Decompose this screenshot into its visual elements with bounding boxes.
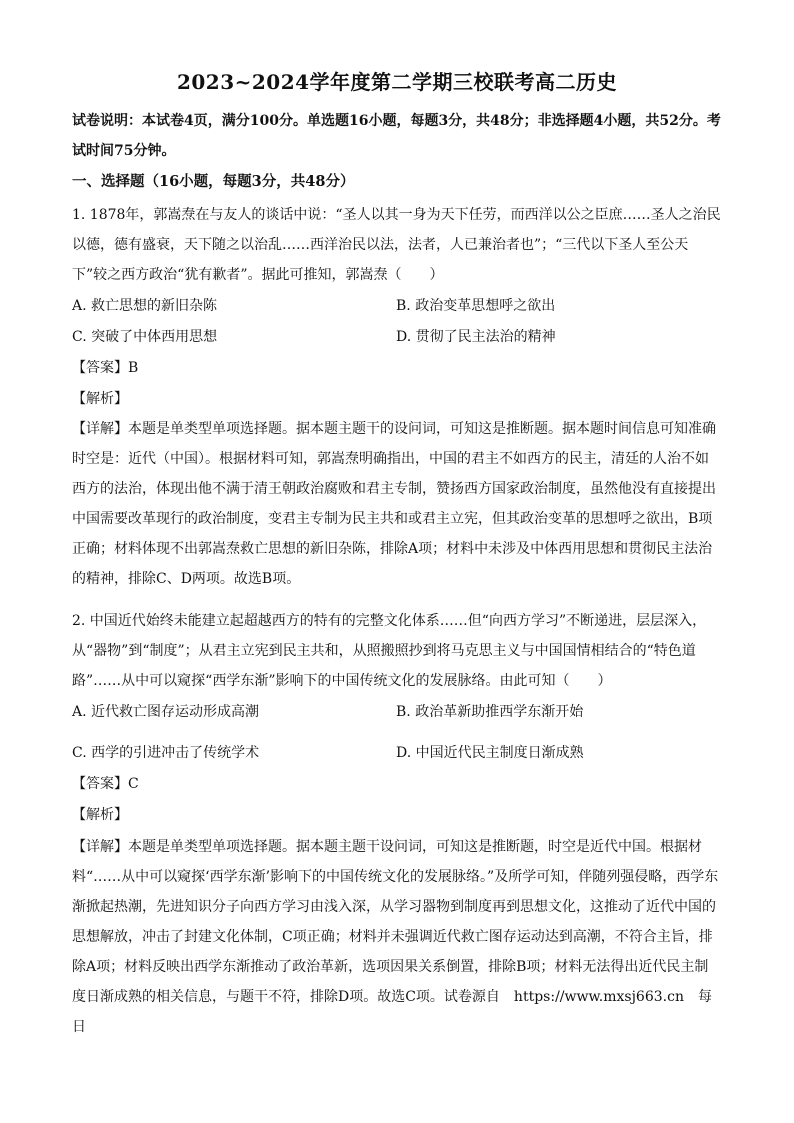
page-title: 2023~2024学年度第二学期三校联考高二历史 [176,70,618,94]
question-2-option-d: D. 中国近代民主制度日渐成熟 [396,745,584,761]
question-1-option-b: B. 政治变革思想呼之欲出 [396,298,556,314]
question-2-analysis-label: 【解析】 [72,807,128,823]
question-1-answer: 【答案】B [72,360,139,376]
question-2-stem: 2. 中国近代始终未能建立起超越西方的特有的完整文化体系……但“向西方学习”不断递进，层层深入，从“器物”到“制度”；从君主立宪到民主共和，从照搬照抄到将马克思主义与中国国情相结合的“特色道路”……从中可以窥探“西学东渐”影响下的中国传统文化的发展脉络。由此可知（ ） [72,613,707,689]
question-2-option-a: A. 近代救亡图存运动形成高潮 [72,704,260,720]
question-1-stem: 1. 1878年，郭嵩焘在与友人的谈话中说：“圣人以其一身为天下任劳，而西洋以公之臣庶……圣人之治民以德，德有盛衰，天下随之以治乱……西洋治民以法，法者，人已兼治者也”；“三代以下圣人至公天下”较之西方政治“犹有歉者”。据此可推知，郭嵩焘（ ） [72,207,721,283]
question-2-detail: 【详解】本题是单类型单项选择题。据本题主题干设问词，可知这是推断题，时空是近代中国。根据材料“……从中可以窥探‘西学东渐’影响下的中国传统文化的发展脉络。”及所学可知，伴随列强侵略，西学东渐掀起热潮，先进知识分子向西方学习由浅入深，从学习器物到制度再到思想文化，这推动了近代中国的思想解放，冲击了封建文化体制，C项正确；材料并未强调近代救亡图存运动达到高潮，不符合主旨，排除A项；材料反映出西学东渐推动了政治革新，选项因果关系倒置，排除B项；材料无法得出近代民主制度日渐成熟的相关信息，与题干不符，排除D项。故选C项。试卷源自 https://www.mxsj663.cn 每日 [72,839,719,1035]
exam-instructions: 试卷说明：本试卷4页，满分100分。单选题16小题，每题3分，共48分；非选择题4小题，共52分。考试时间75分钟。 [72,113,721,159]
question-1-option-d: D. 贯彻了民主法治的精神 [396,329,556,345]
question-1-detail: 【详解】本题是单类型单项选择题。据本题主题干的设问词，可知这是推断题。据本题时间信息可知准确时空是：近代（中国）。根据材料可知，郭嵩焘明确指出，中国的君主不如西方的民主，清廷的人治不如西方的法治，体现出他不满于清王朝政治腐败和君主专制，赞扬西方国家政治制度，虽然他没有直接提出中国需要改革现行的政治制度，变君主专制为民主共和或君主立宪，但其政治变革的思想呼之欲出，B项正确；材料体现不出郭嵩焘救亡思想的新旧杂陈，排除A项；材料中未涉及中体西用思想和贯彻民主法治的精神，排除C、D两项。故选B项。 [72,421,716,587]
question-1-option-c: C. 突破了中体西用思想 [72,329,218,345]
question-2-option-b: B. 政治革新助推西学东渐开始 [396,704,584,720]
section-heading: 一、选择题（16小题，每题3分，共48分） [72,173,355,190]
question-1-option-a: A. 救亡思想的新旧杂陈 [72,298,218,314]
question-1-analysis-label: 【解析】 [72,391,128,407]
question-2-answer: 【答案】C [72,776,139,792]
question-2-option-c: C. 西学的引进冲击了传统学术 [72,745,260,761]
